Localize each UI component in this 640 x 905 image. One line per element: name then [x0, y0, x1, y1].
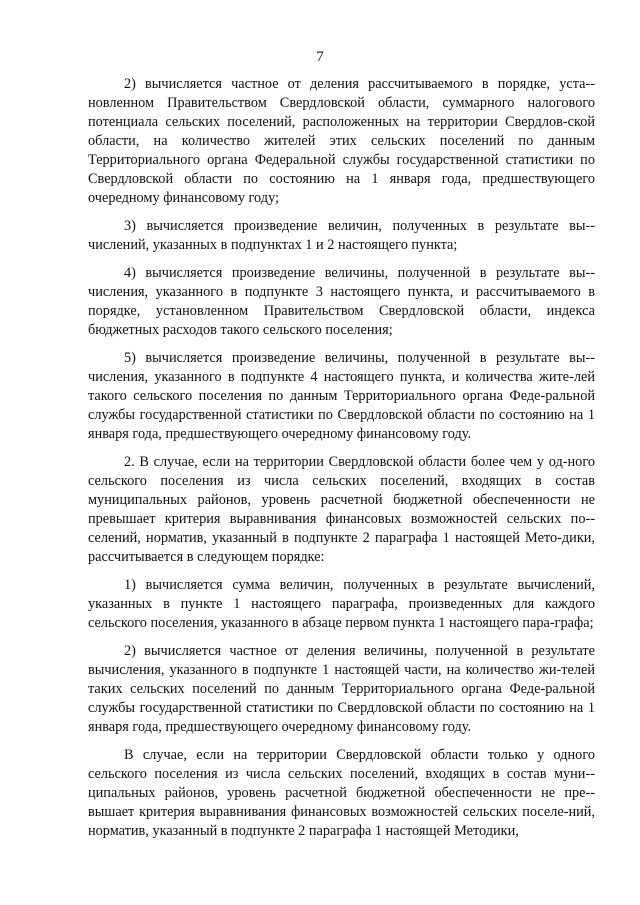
paragraph-subitem-3-product: 3) вычисляется произведение величин, полученных в результате вы-числений, указанных в подпунктах 1 и 2 настоящего пункта;: [88, 218, 595, 253]
paragraph-item-2-subitem-1-sum: 1) вычисляется сумма величин, полученных в результате вычислений, указанных в пункте 1 настоящего параграфа, произведенных для каждого сельского поселения, указанного в абзаце первом пункта 1 настоящего пара-графа;: [88, 577, 595, 631]
paragraph-item-2-subitem-2-quotient: 2) вычисляется частное от деления величины, полученной в результате вычисления, указанного в подпункте 1 настоящей части, на количество жи-телей таких сельских поселений по данным Территориального органа Феде-ральной службы государственной статистики по Свердловской области по состоянию на 1 января года, предшествующего очередному финансовому году.: [88, 643, 595, 735]
page-number: 7: [316, 49, 324, 65]
paragraph-subitem-5-product: 5) вычисляется произведение величины, полученной в результате вы-числения, указанного в подпункте 4 настоящего пункта, и количества жите-лей такого сельского поселения по данным Территориального органа Феде-ральной службы государственной статистики по Свердловской области по состоянию на 1 января года, предшествующего очередному финансовому году.: [88, 350, 595, 442]
paragraph-single-settlement-case: В случае, если на территории Свердловской области только у одного сельского поселения из числа сельских поселений, входящих в состав муни-ципальных районов, уровень расчетной бюджетной обеспеченности не пре-вышает критерия выравнивания финансовых возможностей сельских поселе-ний, норматив, указанный в подпункте 2 параграфа 1 настоящей Методики,: [88, 747, 595, 839]
paragraph-subitem-2-quotient: 2) вычисляется частное от деления рассчитываемого в порядке, уста-новленном Правительством Свердловской области, суммарного налогового потенциала сельских поселений, расположенных на территории Свердлов-ской области, на количество жителей этих сельских поселений по данным Территориального органа Федеральной службы государственной статистики по Свердловской области по состоянию на 1 января года, предшествующего очередному финансовому году;: [88, 76, 595, 206]
document-body: [88, 75, 595, 850]
paragraph-subitem-4-product: 4) вычисляется произведение величины, полученной в результате вы-числения, указанного в подпункте 3 настоящего пункта, и рассчитываемого в порядке, установленном Правительством Свердловской области, индекса бюджетных расходов такого сельского поселения;: [88, 265, 595, 338]
paragraph-item-2-intro: 2. В случае, если на территории Свердловской области более чем у од-ного сельского поселения из числа сельских поселений, входящих в состав муниципальных районов, уровень расчетной бюджетной обеспеченности не превышает критерия выравнивания финансовых возможностей сельских по-селений, норматив, указанный в подпункте 2 параграфа 1 настоящей Мето-дики, рассчитывается в следующем порядке:: [88, 454, 595, 565]
